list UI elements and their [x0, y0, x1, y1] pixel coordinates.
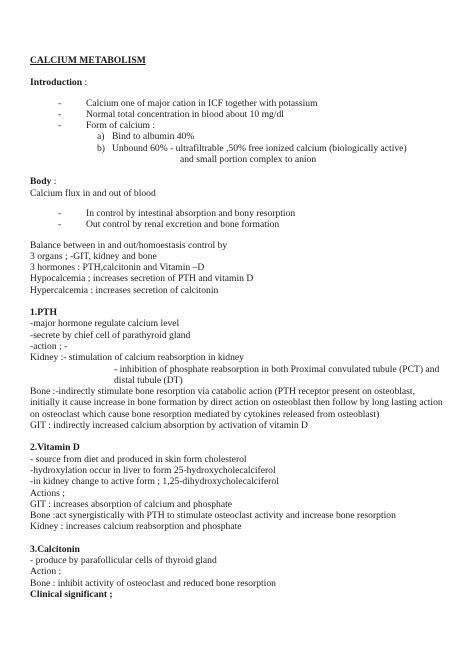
subitem-marker: a) — [97, 131, 105, 143]
document-title: CALCIUM METABOLISM — [30, 55, 146, 66]
pth-line: -secrete by chief cell of parathyroid gland — [30, 329, 191, 341]
clinical-heading-line — [30, 589, 444, 600]
subitem-text: Unbound 60% - ultrafiltrable ,50% free ionized calcium (biologically active) — [112, 142, 407, 154]
vitd-bone-paragraph: Bone :act synergistically with PTH to stimulate osteoclast activity and increase bone resorption — [30, 510, 396, 522]
pth-bone-paragraph: Bone :-indirectly stimulate bone resorption via catabolic action (PTH receptor present on osteoblast, initially it cause increase in bone formation by direct action on osteoblast then follow by long lasting action on osteoclast which cause bone resorption mediated by cytokines released from osteoblast) — [30, 386, 443, 420]
pth-indent-line: - inhibition of phosphate reabsorption in both Proximal convulated tubule (PCT) and — [114, 363, 440, 375]
intro-subitem-continuation: and small portion complex to anion — [180, 154, 317, 166]
calcitonin-line: Action : — [30, 566, 62, 578]
pth-line: -major hormone regulate calcium level — [30, 318, 180, 330]
intro-bullet-text: Form of calcium : — [86, 120, 156, 132]
body-line: Balance between in and out/homoestasis control by — [30, 239, 228, 251]
body-heading-suffix: : — [51, 176, 57, 188]
pth-indent-line: distal tubule (DT) — [114, 374, 183, 386]
clinical-heading: Clinical significant — [30, 588, 108, 600]
intro-heading: Introduction — [30, 77, 83, 89]
body-bullet: - In control by intestinal absorption and bony resorption — [58, 207, 296, 219]
intro-subitem — [30, 131, 444, 142]
intro-subitem — [30, 143, 444, 154]
clinical-heading-suffix: ; — [107, 588, 113, 600]
pth-heading: 1.PTH — [30, 307, 57, 319]
body-bullet-text: In control by intestinal absorption and bony resorption — [86, 207, 296, 219]
vitd-line: -in kidney change to active form ; 1,25-dihydroxycholecalciferol — [30, 476, 279, 488]
body-bullet: - Out control by renal excretion and bone formation — [58, 219, 280, 231]
body-line: Calcium flux in and out of blood — [30, 187, 156, 199]
subitem-marker: b) — [97, 142, 105, 154]
vitd-heading: 2.Vitamin D — [30, 442, 80, 454]
vitd-line: - source from diet and produced in skin form cholesterol — [30, 453, 247, 465]
body-bullet-text: Out control by renal excretion and bone formation — [86, 219, 280, 231]
body-line: Hypocalcemia ; increases secretion of PTH and vitamin D — [30, 273, 254, 285]
pth-line: -action ; - — [30, 340, 68, 352]
intro-heading-suffix: : — [82, 77, 88, 89]
intro-bullet: - Form of calcium : — [58, 120, 156, 132]
intro-bullet-text: Calcium one of major cation in ICF together with potassium — [86, 97, 318, 109]
body-heading-line — [30, 176, 444, 187]
calcitonin-heading: 3.Calcitonin — [30, 543, 80, 555]
vitd-line: -hydroxylation occur in liver to form 25-hydroxycholecalciferol — [30, 464, 276, 476]
pth-line: Kidney :- stimulation of calcium reabsorption in kidney — [30, 352, 244, 364]
body-line: 3 organs ; -GIT, kidney and bone — [30, 250, 157, 262]
calcitonin-line: Bone : inhibit activity of osteoclast and reduced bone resorption — [30, 577, 276, 589]
intro-heading-line — [30, 77, 444, 88]
body-line: 3 hormones : PTH,calcitonin and Vitamin –D — [30, 262, 205, 274]
subitem-text: Bind to albumin 40% — [112, 131, 195, 143]
body-heading: Body — [30, 176, 52, 188]
pth-git-line: GIT : indirectly increased calcium absorption by activation of vitamin D — [30, 420, 308, 432]
vitd-line: Actions ; — [30, 487, 65, 499]
intro-bullet: - Normal total concentration in blood about 10 mg/dl — [58, 108, 284, 120]
vitd-line: GIT : increases absorption of calcium and phosphate — [30, 498, 233, 510]
intro-bullet: - Calcium one of major cation in ICF together with potassium — [58, 97, 318, 109]
intro-bullet-text: Normal total concentration in blood about 10 mg/dl — [86, 108, 284, 120]
vitd-kidney-line: Kidney : increases calcium reabsorption and phosphate — [30, 521, 242, 533]
calcitonin-line: - produce by parafollicular cells of thyroid gland — [30, 554, 217, 566]
body-line: Hypercalcemia : increases secretion of calcitonin — [30, 284, 219, 296]
